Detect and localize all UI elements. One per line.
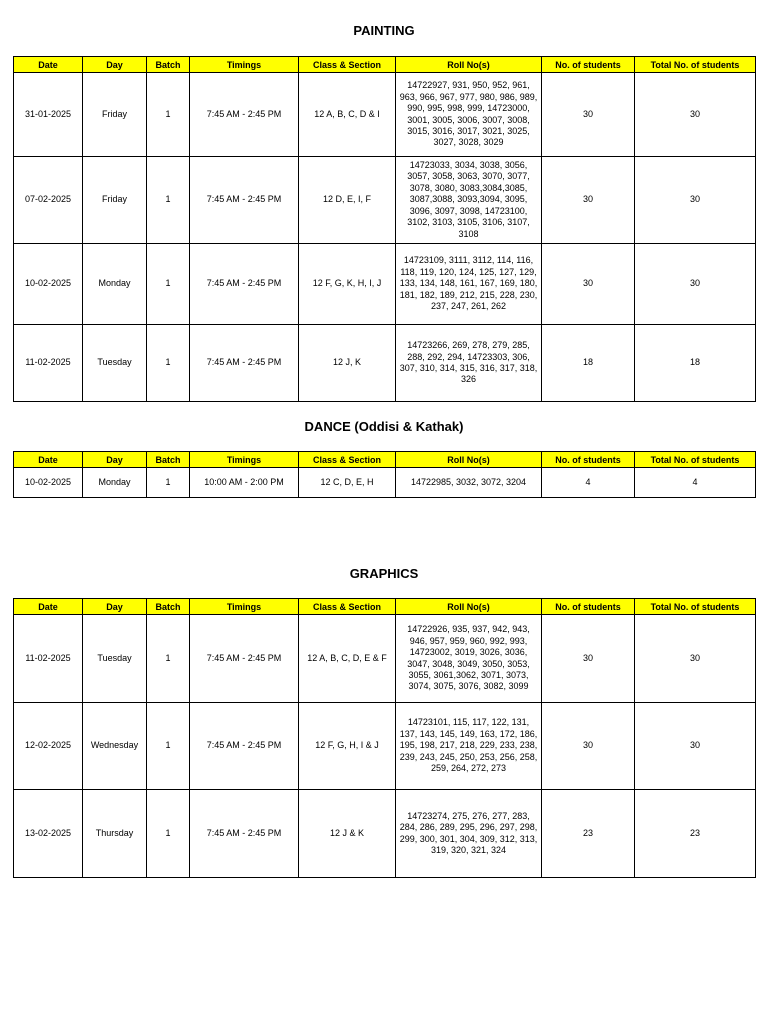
cell-class-section: 12 A, B, C, D, E & F (299, 615, 396, 703)
header-class-section: Class & Section (299, 452, 396, 468)
table-header-row (14, 452, 756, 468)
cell-date: 11-02-2025 (14, 325, 83, 402)
cell-no-of-students: 4 (542, 468, 635, 498)
cell-total-students: 4 (635, 468, 756, 498)
cell-class-section: 12 J & K (299, 790, 396, 878)
table-row (14, 703, 756, 790)
table-row (14, 157, 756, 244)
header-no-of-students: No. of students (542, 599, 635, 615)
cell-date: 10-02-2025 (14, 244, 83, 325)
cell-batch: 1 (147, 703, 190, 790)
header-date: Date (14, 599, 83, 615)
cell-roll-nos: 14723109, 3111, 3112, 114, 116, 118, 119, 120, 124, 125, 127, 129, 133, 134, 148, 161, 167, 169, 180, 181, 182, 189, 212, 215, 228, 230, 237, 247, 261, 262 (396, 244, 542, 325)
graphics-table (13, 598, 756, 878)
cell-day: Wednesday (83, 703, 147, 790)
cell-class-section: 12 F, G, H, I & J (299, 703, 396, 790)
header-day: Day (83, 599, 147, 615)
table-header-row (14, 599, 756, 615)
cell-roll-nos: 14723101, 115, 117, 122, 131, 137, 143, 145, 149, 163, 172, 186, 195, 198, 217, 218, 229, 233, 238, 239, 243, 245, 250, 253, 256, 258, 259, 264, 272, 273 (396, 703, 542, 790)
cell-day: Friday (83, 157, 147, 244)
header-date: Date (14, 57, 83, 73)
painting-table (13, 56, 756, 402)
cell-day: Monday (83, 244, 147, 325)
cell-date: 07-02-2025 (14, 157, 83, 244)
cell-total-students: 30 (635, 73, 756, 157)
cell-day: Friday (83, 73, 147, 157)
cell-total-students: 30 (635, 244, 756, 325)
cell-batch: 1 (147, 615, 190, 703)
cell-roll-nos: 14722926, 935, 937, 942, 943, 946, 957, 959, 960, 992, 993, 14723002, 3019, 3026, 3036, 3047, 3048, 3049, 3050, 3053, 3055, 3061,3062, 3071, 3073, 3074, 3075, 3076, 3082, 3099 (396, 615, 542, 703)
cell-class-section: 12 F, G, K, H, I, J (299, 244, 396, 325)
cell-timings: 7:45 AM - 2:45 PM (190, 244, 299, 325)
cell-total-students: 30 (635, 615, 756, 703)
header-batch: Batch (147, 599, 190, 615)
cell-roll-nos: 14723274, 275, 276, 277, 283, 284, 286, 289, 295, 296, 297, 298, 299, 300, 301, 304, 309, 312, 313, 319, 320, 321, 324 (396, 790, 542, 878)
cell-roll-nos: 14723266, 269, 278, 279, 285, 288, 292, 294, 14723303, 306, 307, 310, 314, 315, 316, 317, 318, 326 (396, 325, 542, 402)
cell-no-of-students: 30 (542, 73, 635, 157)
header-date: Date (14, 452, 83, 468)
cell-timings: 7:45 AM - 2:45 PM (190, 703, 299, 790)
cell-day: Monday (83, 468, 147, 498)
table-header-row (14, 57, 756, 73)
cell-total-students: 23 (635, 790, 756, 878)
cell-no-of-students: 30 (542, 615, 635, 703)
cell-timings: 7:45 AM - 2:45 PM (190, 790, 299, 878)
table-row (14, 73, 756, 157)
header-no-of-students: No. of students (542, 452, 635, 468)
header-timings: Timings (190, 452, 299, 468)
cell-class-section: 12 J, K (299, 325, 396, 402)
table-row (14, 325, 756, 402)
cell-date: 11-02-2025 (14, 615, 83, 703)
cell-date: 31-01-2025 (14, 73, 83, 157)
cell-date: 10-02-2025 (14, 468, 83, 498)
header-total-students: Total No. of students (635, 599, 756, 615)
cell-class-section: 12 D, E, I, F (299, 157, 396, 244)
cell-day: Thursday (83, 790, 147, 878)
cell-batch: 1 (147, 790, 190, 878)
header-roll-nos: Roll No(s) (396, 599, 542, 615)
table-row (14, 615, 756, 703)
cell-batch: 1 (147, 468, 190, 498)
cell-batch: 1 (147, 73, 190, 157)
header-no-of-students: No. of students (542, 57, 635, 73)
cell-no-of-students: 30 (542, 157, 635, 244)
header-total-students: Total No. of students (635, 57, 756, 73)
cell-class-section: 12 C, D, E, H (299, 468, 396, 498)
header-roll-nos: Roll No(s) (396, 452, 542, 468)
cell-batch: 1 (147, 157, 190, 244)
cell-roll-nos: 14723033, 3034, 3038, 3056, 3057, 3058, 3063, 3070, 3077, 3078, 3080, 3083,3084,3085, 3087,3088, 3093,3094, 3095, 3096, 3097, 3098, 14723100, 3102, 3103, 3105, 3106, 3107, 3108 (396, 157, 542, 244)
cell-no-of-students: 18 (542, 325, 635, 402)
cell-total-students: 18 (635, 325, 756, 402)
header-roll-nos: Roll No(s) (396, 57, 542, 73)
cell-no-of-students: 23 (542, 790, 635, 878)
header-class-section: Class & Section (299, 57, 396, 73)
header-total-students: Total No. of students (635, 452, 756, 468)
cell-total-students: 30 (635, 703, 756, 790)
cell-timings: 7:45 AM - 2:45 PM (190, 157, 299, 244)
header-batch: Batch (147, 452, 190, 468)
table-row (14, 468, 756, 498)
header-day: Day (83, 57, 147, 73)
cell-roll-nos: 14722927, 931, 950, 952, 961, 963, 966, 967, 977, 980, 986, 989, 990, 995, 998, 999, 14723000, 3001, 3005, 3006, 3007, 3008, 3015, 3016, 3017, 3021, 3025, 3027, 3028, 3029 (396, 73, 542, 157)
cell-timings: 10:00 AM - 2:00 PM (190, 468, 299, 498)
cell-timings: 7:45 AM - 2:45 PM (190, 615, 299, 703)
cell-day: Tuesday (83, 615, 147, 703)
section-title-painting: PAINTING (353, 23, 415, 38)
cell-date: 12-02-2025 (14, 703, 83, 790)
cell-batch: 1 (147, 244, 190, 325)
cell-total-students: 30 (635, 157, 756, 244)
cell-batch: 1 (147, 325, 190, 402)
section-title-graphics: GRAPHICS (349, 566, 419, 581)
header-timings: Timings (190, 57, 299, 73)
cell-timings: 7:45 AM - 2:45 PM (190, 73, 299, 157)
cell-date: 13-02-2025 (14, 790, 83, 878)
section-title-dance: DANCE (Oddisi & Kathak) (304, 419, 464, 434)
header-timings: Timings (190, 599, 299, 615)
cell-class-section: 12 A, B, C, D & I (299, 73, 396, 157)
header-batch: Batch (147, 57, 190, 73)
header-class-section: Class & Section (299, 599, 396, 615)
cell-no-of-students: 30 (542, 703, 635, 790)
cell-roll-nos: 14722985, 3032, 3072, 3204 (396, 468, 542, 498)
cell-no-of-students: 30 (542, 244, 635, 325)
table-row (14, 790, 756, 878)
header-day: Day (83, 452, 147, 468)
cell-timings: 7:45 AM - 2:45 PM (190, 325, 299, 402)
table-row (14, 244, 756, 325)
dance-table (13, 451, 756, 498)
cell-day: Tuesday (83, 325, 147, 402)
